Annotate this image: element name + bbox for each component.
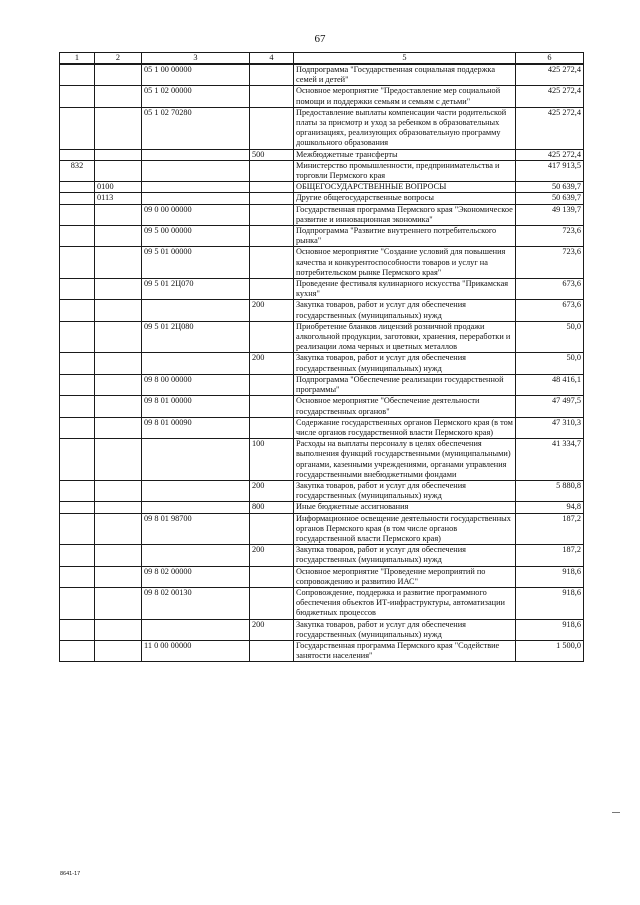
table-row — [60, 64, 584, 86]
amount-cell: 187,2 — [516, 513, 584, 545]
table-row — [60, 587, 584, 619]
ministry-code-cell — [60, 640, 95, 661]
table-row — [60, 107, 584, 149]
item-name-cell: Закупка товаров, работ и услуг для обеспечения государственных (муниципальных) нужд — [294, 353, 516, 374]
item-name-cell: Закупка товаров, работ и услуг для обеспечения государственных (муниципальных) нужд — [294, 300, 516, 321]
table-row — [60, 502, 584, 513]
item-name-cell: Государственная программа Пермского края "Экономическое развитие и инновационная экономика" — [294, 204, 516, 225]
expense-type-cell — [250, 182, 294, 193]
ministry-code-cell — [60, 64, 95, 86]
header-cell-3: 3 — [142, 53, 250, 65]
ministry-code-cell — [60, 619, 95, 640]
ministry-code-cell — [60, 226, 95, 247]
expense-type-cell: 200 — [250, 480, 294, 501]
amount-cell: 425 272,4 — [516, 86, 584, 107]
item-name-cell: Министерство промышленности, предпринимательства и торговли Пермского края — [294, 160, 516, 181]
ministry-code-cell — [60, 149, 95, 160]
section-code-cell — [95, 417, 142, 438]
amount-cell: 918,6 — [516, 566, 584, 587]
table-row — [60, 321, 584, 353]
table-row — [60, 640, 584, 661]
target-article-cell: 09 0 00 00000 — [142, 204, 250, 225]
ministry-code-cell — [60, 396, 95, 417]
ministry-code-cell — [60, 502, 95, 513]
target-article-cell — [142, 545, 250, 566]
table-body — [60, 64, 584, 662]
item-name-cell: Другие общегосударственные вопросы — [294, 193, 516, 204]
section-code-cell — [95, 279, 142, 300]
target-article-cell: 09 5 00 00000 — [142, 226, 250, 247]
expense-type-cell: 100 — [250, 439, 294, 481]
expense-type-cell — [250, 566, 294, 587]
item-name-cell: ОБЩЕГОСУДАРСТВЕННЫЕ ВОПРОСЫ — [294, 182, 516, 193]
table-row — [60, 619, 584, 640]
amount-cell: 50,0 — [516, 353, 584, 374]
section-code-cell — [95, 226, 142, 247]
ministry-code-cell — [60, 566, 95, 587]
item-name-cell: Закупка товаров, работ и услуг для обеспечения государственных (муниципальных) нужд — [294, 619, 516, 640]
item-name-cell: Предоставление выплаты компенсации части родительской платы за присмотр и уход за ребенком в образовательных организациях, реализующих образовательную программу дошкольного образования — [294, 107, 516, 149]
expense-type-cell: 200 — [250, 300, 294, 321]
section-code-cell — [95, 321, 142, 353]
amount-cell: 723,6 — [516, 226, 584, 247]
ministry-code-cell — [60, 182, 95, 193]
table-row — [60, 193, 584, 204]
table-row — [60, 396, 584, 417]
expense-type-cell — [250, 64, 294, 86]
target-article-cell — [142, 193, 250, 204]
table-row — [60, 86, 584, 107]
expense-type-cell — [250, 374, 294, 395]
section-code-cell — [95, 502, 142, 513]
expense-type-cell — [250, 247, 294, 279]
amount-cell: 673,6 — [516, 300, 584, 321]
item-name-cell: Закупка товаров, работ и услуг для обеспечения государственных (муниципальных) нужд — [294, 480, 516, 501]
section-code-cell — [95, 300, 142, 321]
item-name-cell: Содержание государственных органов Пермского края (в том числе органов государственной власти Пермского края) — [294, 417, 516, 438]
section-code-cell — [95, 480, 142, 501]
ministry-code-cell — [60, 247, 95, 279]
ministry-code-cell — [60, 417, 95, 438]
target-article-cell: 09 5 01 2Ц080 — [142, 321, 250, 353]
expense-type-cell — [250, 86, 294, 107]
section-code-cell — [95, 513, 142, 545]
item-name-cell: Основное мероприятие "Создание условий для повышения качества и конкурентоспособности товаров и услуг на потребительском рынке Пермского края" — [294, 247, 516, 279]
table-row — [60, 204, 584, 225]
section-code-cell — [95, 587, 142, 619]
expense-type-cell — [250, 321, 294, 353]
ministry-code-cell — [60, 587, 95, 619]
target-article-cell — [142, 619, 250, 640]
ministry-code-cell — [60, 279, 95, 300]
expense-type-cell — [250, 587, 294, 619]
section-code-cell — [95, 619, 142, 640]
ministry-code-cell — [60, 300, 95, 321]
amount-cell: 187,2 — [516, 545, 584, 566]
amount-cell: 1 500,0 — [516, 640, 584, 661]
section-code-cell — [95, 64, 142, 86]
header-cell-4: 4 — [250, 53, 294, 65]
item-name-cell: Иные бюджетные ассигнования — [294, 502, 516, 513]
amount-cell: 50 639,7 — [516, 182, 584, 193]
target-article-cell: 05 1 02 70280 — [142, 107, 250, 149]
table-row — [60, 545, 584, 566]
table-row — [60, 439, 584, 481]
document-code: 8641-17 — [60, 871, 81, 877]
item-name-cell: Основное мероприятие "Предоставление мер социальной помощи и поддержки семьям и семьям с детьми" — [294, 86, 516, 107]
table-row — [60, 374, 584, 395]
section-code-cell — [95, 566, 142, 587]
amount-cell: 918,6 — [516, 587, 584, 619]
item-name-cell: Информационное освещение деятельности государственных органов Пермского края (в том числе органов государственной власти Пермского края) — [294, 513, 516, 545]
amount-cell: 425 272,4 — [516, 149, 584, 160]
amount-cell: 723,6 — [516, 247, 584, 279]
amount-cell: 41 334,7 — [516, 439, 584, 481]
target-article-cell: 09 5 01 2Ц070 — [142, 279, 250, 300]
item-name-cell: Проведение фестиваля кулинарного искусства "Прикамская кухня" — [294, 279, 516, 300]
expense-type-cell: 800 — [250, 502, 294, 513]
table-row — [60, 417, 584, 438]
section-code-cell — [95, 640, 142, 661]
header-cell-6: 6 — [516, 53, 584, 65]
amount-cell: 49 139,7 — [516, 204, 584, 225]
item-name-cell: Основное мероприятие "Обеспечение деятельности государственных органов" — [294, 396, 516, 417]
ministry-code-cell — [60, 439, 95, 481]
expense-type-cell — [250, 204, 294, 225]
ministry-code-cell — [60, 204, 95, 225]
table-row — [60, 149, 584, 160]
section-code-cell — [95, 107, 142, 149]
header-cell-2: 2 — [95, 53, 142, 65]
target-article-cell: 11 0 00 00000 — [142, 640, 250, 661]
amount-cell: 47 310,3 — [516, 417, 584, 438]
amount-cell: 47 497,5 — [516, 396, 584, 417]
target-article-cell: 09 8 01 98700 — [142, 513, 250, 545]
header-cell-1: 1 — [60, 53, 95, 65]
table-row — [60, 160, 584, 181]
edge-mark — [612, 812, 620, 813]
amount-cell: 673,6 — [516, 279, 584, 300]
target-article-cell: 09 8 01 00090 — [142, 417, 250, 438]
expense-type-cell — [250, 513, 294, 545]
table-row — [60, 247, 584, 279]
ministry-code-cell — [60, 321, 95, 353]
table-row — [60, 300, 584, 321]
table-row — [60, 566, 584, 587]
target-article-cell — [142, 149, 250, 160]
expense-type-cell — [250, 417, 294, 438]
section-code-cell: 0100 — [95, 182, 142, 193]
item-name-cell: Государственная программа Пермского края "Содействие занятости населения" — [294, 640, 516, 661]
expense-type-cell: 200 — [250, 545, 294, 566]
item-name-cell: Межбюджетные трансферты — [294, 149, 516, 160]
page-number: 67 — [314, 33, 326, 45]
table-row — [60, 279, 584, 300]
item-name-cell: Основное мероприятие "Проведение мероприятий по сопровождению и развитию ИАС" — [294, 566, 516, 587]
amount-cell: 425 272,4 — [516, 64, 584, 86]
amount-cell: 5 880,8 — [516, 480, 584, 501]
target-article-cell: 09 8 02 00130 — [142, 587, 250, 619]
target-article-cell — [142, 353, 250, 374]
ministry-code-cell — [60, 353, 95, 374]
target-article-cell: 09 5 01 00000 — [142, 247, 250, 279]
expense-type-cell: 200 — [250, 619, 294, 640]
item-name-cell: Расходы на выплаты персоналу в целях обеспечения выполнения функций государственными (муниципальными) органами, казенными учреждениями, органами управления государственными внебюджетными фондами — [294, 439, 516, 481]
amount-cell: 918,6 — [516, 619, 584, 640]
ministry-code-cell — [60, 86, 95, 107]
expense-type-cell — [250, 160, 294, 181]
expense-type-cell — [250, 193, 294, 204]
ministry-code-cell — [60, 480, 95, 501]
target-article-cell — [142, 182, 250, 193]
section-code-cell — [95, 396, 142, 417]
section-code-cell — [95, 204, 142, 225]
expense-type-cell: 500 — [250, 149, 294, 160]
ministry-code-cell — [60, 107, 95, 149]
section-code-cell — [95, 353, 142, 374]
expense-type-cell — [250, 640, 294, 661]
header-row — [60, 53, 584, 65]
ministry-code-cell — [60, 513, 95, 545]
target-article-cell: 09 8 02 00000 — [142, 566, 250, 587]
section-code-cell — [95, 160, 142, 181]
table-row — [60, 353, 584, 374]
target-article-cell: 09 8 00 00000 — [142, 374, 250, 395]
section-code-cell — [95, 545, 142, 566]
section-code-cell — [95, 374, 142, 395]
ministry-code-cell — [60, 374, 95, 395]
ministry-code-cell — [60, 193, 95, 204]
item-name-cell: Приобретение бланков лицензий розничной продажи алкогольной продукции, заготовки, хранения, переработки и реализации лома черных и цветных металлов — [294, 321, 516, 353]
target-article-cell — [142, 502, 250, 513]
ministry-code-cell: 832 — [60, 160, 95, 181]
item-name-cell: Подпрограмма "Развитие внутреннего потребительского рынка" — [294, 226, 516, 247]
amount-cell: 50 639,7 — [516, 193, 584, 204]
amount-cell: 94,8 — [516, 502, 584, 513]
table-row — [60, 513, 584, 545]
item-name-cell: Подпрограмма "Государственная социальная поддержка семей и детей" — [294, 64, 516, 86]
ministry-code-cell — [60, 545, 95, 566]
target-article-cell: 09 8 01 00000 — [142, 396, 250, 417]
header-cell-5: 5 — [294, 53, 516, 65]
target-article-cell — [142, 439, 250, 481]
expense-type-cell — [250, 107, 294, 149]
amount-cell: 48 416,1 — [516, 374, 584, 395]
section-code-cell: 0113 — [95, 193, 142, 204]
target-article-cell — [142, 160, 250, 181]
target-article-cell: 05 1 00 00000 — [142, 64, 250, 86]
item-name-cell: Подпрограмма "Обеспечение реализации государственной программы" — [294, 374, 516, 395]
item-name-cell: Сопровождение, поддержка и развитие программного обеспечения объектов ИТ-инфраструктуры, автоматизации бюджетных процессов — [294, 587, 516, 619]
table-row — [60, 182, 584, 193]
table-row — [60, 480, 584, 501]
amount-cell: 417 913,5 — [516, 160, 584, 181]
section-code-cell — [95, 247, 142, 279]
expense-type-cell — [250, 396, 294, 417]
section-code-cell — [95, 439, 142, 481]
target-article-cell — [142, 480, 250, 501]
section-code-cell — [95, 149, 142, 160]
expense-type-cell: 200 — [250, 353, 294, 374]
target-article-cell: 05 1 02 00000 — [142, 86, 250, 107]
item-name-cell: Закупка товаров, работ и услуг для обеспечения государственных (муниципальных) нужд — [294, 545, 516, 566]
table-row — [60, 226, 584, 247]
amount-cell: 425 272,4 — [516, 107, 584, 149]
expense-type-cell — [250, 226, 294, 247]
section-code-cell — [95, 86, 142, 107]
expense-type-cell — [250, 279, 294, 300]
target-article-cell — [142, 300, 250, 321]
budget-table — [59, 52, 584, 662]
amount-cell: 50,0 — [516, 321, 584, 353]
